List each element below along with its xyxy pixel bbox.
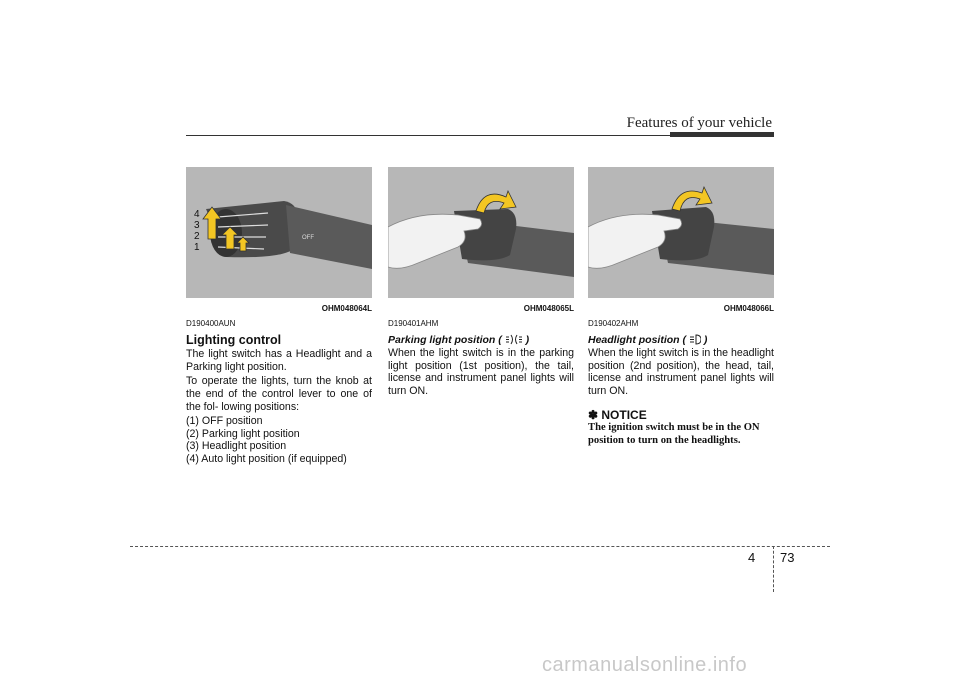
notice-body: The ignition switch must be in the ON position to turn on the headlights.: [588, 422, 760, 446]
watermark: carmanualsonline.info: [542, 654, 748, 676]
heading-text: Parking light position (: [388, 333, 502, 346]
section-heading: [388, 334, 574, 347]
section-heading: Lighting control: [186, 332, 282, 347]
list-item: (4) Auto light position (if equipped): [186, 452, 347, 465]
position-label-3: 3: [194, 220, 200, 231]
paragraph: To operate the lights, turn the knob at the end of the control lever to one of the fol- lowing positions:: [186, 375, 372, 413]
page-number: 73: [780, 550, 795, 565]
heading-text-end: ): [703, 333, 708, 346]
heading-text-end: ): [525, 333, 530, 346]
figure-code-1: OHM048064L: [321, 304, 372, 313]
footer-rule: [130, 546, 830, 547]
figure-code-3: OHM048066L: [723, 304, 774, 313]
parking-light-icon: [505, 334, 523, 345]
list-item: (3) Headlight position: [186, 440, 287, 453]
column-parking-light: [388, 318, 574, 400]
position-label-4: 4: [194, 209, 200, 220]
chapter-number: 4: [748, 550, 756, 565]
position-label-2: 2: [194, 231, 200, 242]
figure-code-2: OHM048065L: [523, 304, 574, 313]
figure-headlight: [588, 167, 774, 298]
paragraph: When the light switch is in the headlight position (2nd position), the head, tail, license and instrument panel lights will turn ON.: [588, 347, 774, 397]
header-rule-accent: [670, 132, 774, 137]
list-item: (1) OFF position: [186, 415, 263, 428]
heading-text: Headlight position (: [588, 333, 686, 346]
paragraph: When the light switch is in the parking light position (1st position), the tail, license and instrument panel lights will turn ON.: [388, 347, 574, 397]
list-item: (2) Parking light position: [186, 427, 300, 440]
svg-text:OFF: OFF: [302, 235, 314, 241]
paragraph: The light switch has a Headlight and a Parking light position.: [186, 348, 372, 373]
section-code: D190400AUN: [186, 319, 236, 328]
figure-parking-light: [388, 167, 574, 298]
figure-light-switch-positions: [186, 167, 372, 298]
section-code: D190401AHM: [388, 319, 439, 328]
section-code: D190402AHM: [588, 319, 639, 328]
position-label-1: 1: [194, 242, 200, 253]
column-headlight: [588, 318, 774, 447]
headlight-icon: [689, 334, 701, 345]
notice-title: ✽ NOTICE: [588, 407, 647, 422]
column-lighting-control: [186, 318, 372, 466]
section-heading: [588, 334, 774, 347]
footer-divider: [773, 546, 774, 592]
page-header-title: Features of your vehicle: [626, 115, 772, 131]
